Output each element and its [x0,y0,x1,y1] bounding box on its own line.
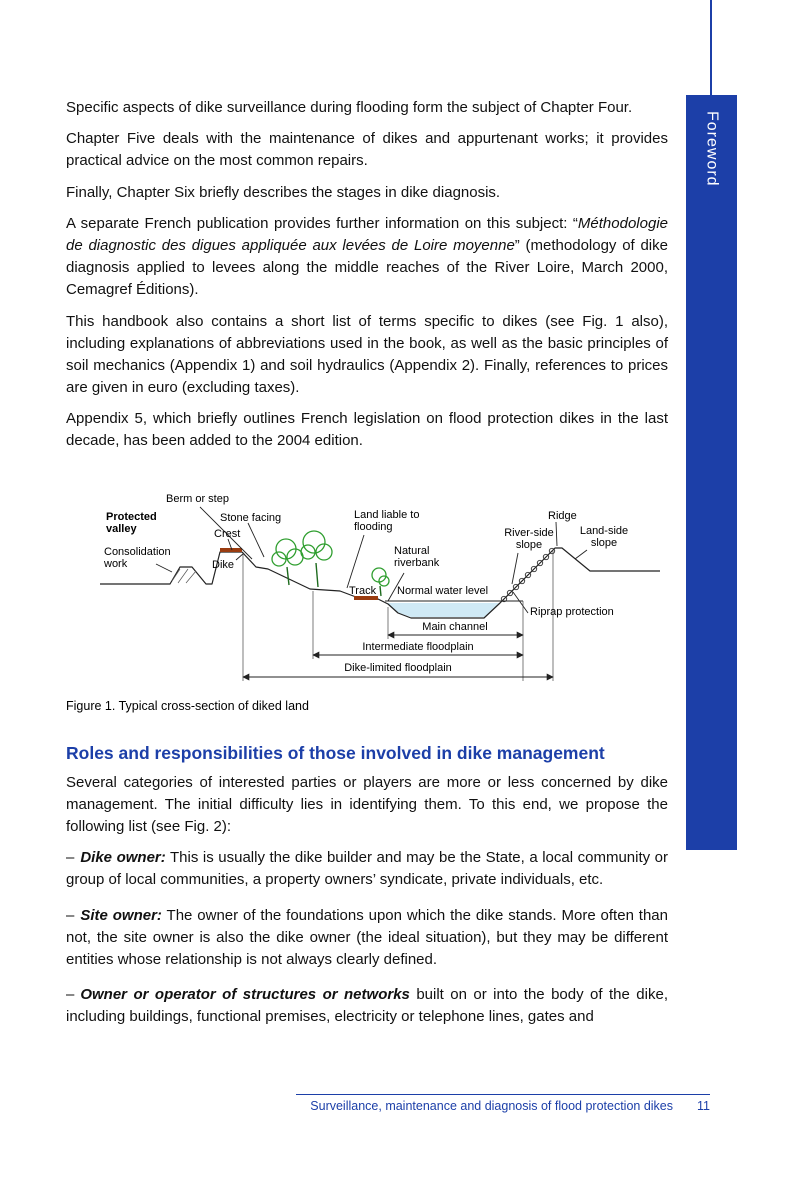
figure-label-berm: Berm or step [166,492,229,505]
item-lead: Owner or operator of structures or networks [80,986,410,1004]
foreword-sidebar-tab [686,95,737,850]
footer-title: Surveillance, maintenance and diagnosis of flood protection dikes [310,1099,674,1113]
dash: – [66,906,75,924]
figure-label-protected-valley: Protected valley [106,510,157,535]
figure-label-track: Track [349,584,377,597]
figure-caption: Figure 1. Typical cross-section of diked land [66,698,309,713]
list-item-site-owner [66,905,668,972]
figure-label-land-liable: Land liable to flooding [354,508,420,533]
figure-label-dike-limited-floodplain: Dike-limited floodplain [344,661,452,674]
page-footer [296,1094,710,1113]
dash: – [66,986,75,1004]
paragraph-2: Chapter Five deals with the maintenance of dikes and appurtenant works; it provides practical advice on the most common repairs. [66,130,668,170]
paragraph-6: Appendix 5, which briefly outlines French legislation on flood protection dikes in the last decade, has been added to the 2004 edition. [66,410,668,450]
figure-label-dike: Dike [212,558,235,571]
paragraph-4-post: ” (methodology of dike diagnosis applied to levees along the middle reaches of the River Loire, March 2000, Cemagref Éditions). [66,236,668,299]
item-lead: Site owner: [80,906,162,924]
list-item-owner-operator [66,984,668,1028]
paragraph-4-pre: A separate French publication provides further information on this subject: “ [66,214,578,232]
figure-label-natural-riverbank: Natural riverbank [394,544,440,569]
list-item-dike-owner [66,847,668,891]
figure-label-normal-water-level: Normal water level [397,584,489,597]
figure-label-intermediate-floodplain: Intermediate floodplain [362,640,474,653]
dash: – [66,849,75,867]
figure-label-ridge: Ridge [548,509,577,522]
page-number: 11 [697,1099,710,1113]
paragraph-3: Finally, Chapter Six briefly describes the stages in dike diagnosis. [66,183,501,201]
section-intro: Several categories of interested parties or players are more or less concerned by dike management. The initial difficulty lies in identifying them. To this end, we propose the following list (see Fig. 2): [66,773,668,835]
figure-label-riprap-protection: Riprap protection [530,605,614,618]
paragraph-5: This handbook also contains a short list of terms specific to dikes (see Fig. 1 also), including explanations of abbreviations used in the book, as well as the basic principles of soil mechanics (Appendix 1) and soil hydraulics (Appendix 2). Finally, references to prices are given in euro (excluding taxes). [66,312,668,397]
figure-label-main-channel: Main channel [422,620,488,633]
figure-label-river-side-slope: River-side slope [504,526,554,551]
section-heading: Roles and responsibilities of those involved in dike management [66,742,605,763]
page-content [66,97,668,1042]
sidebar-label: Foreword [703,111,721,187]
item-text: The owner of the foundations upon which the dike stands. More often than not, the site owner is also the dike owner (the ideal situation), but they may be different entities whose relationship is not always clearly defined. [66,906,668,968]
figure-1 [66,489,668,713]
item-text: built on or into the body of the dike, including buildings, functional premises, electricity or telephone lines, gates and [66,986,668,1026]
figure-label-crest: Crest [214,527,241,540]
cross-section-diagram [66,489,668,689]
figure-label-land-side-slope: Land-side slope [579,524,629,549]
top-vertical-rule [710,0,712,96]
item-lead: Dike owner: [80,849,166,867]
item-text: This is usually the dike builder and may be the State, a local community or group of local communities, a property owners’ syndicate, private individuals, etc. [66,849,669,889]
figure-label-consolidation-work: Consolidation work [104,545,171,570]
paragraph-4 [66,213,668,302]
figure-label-stone-facing: Stone facing [220,511,282,524]
paragraph-4-french-title: Méthodologie de diagnostic des digues appliquée aux levées de Loire moyenne [66,214,668,254]
paragraph-1: Specific aspects of dike surveillance during flooding form the subject of Chapter Four. [66,99,633,116]
